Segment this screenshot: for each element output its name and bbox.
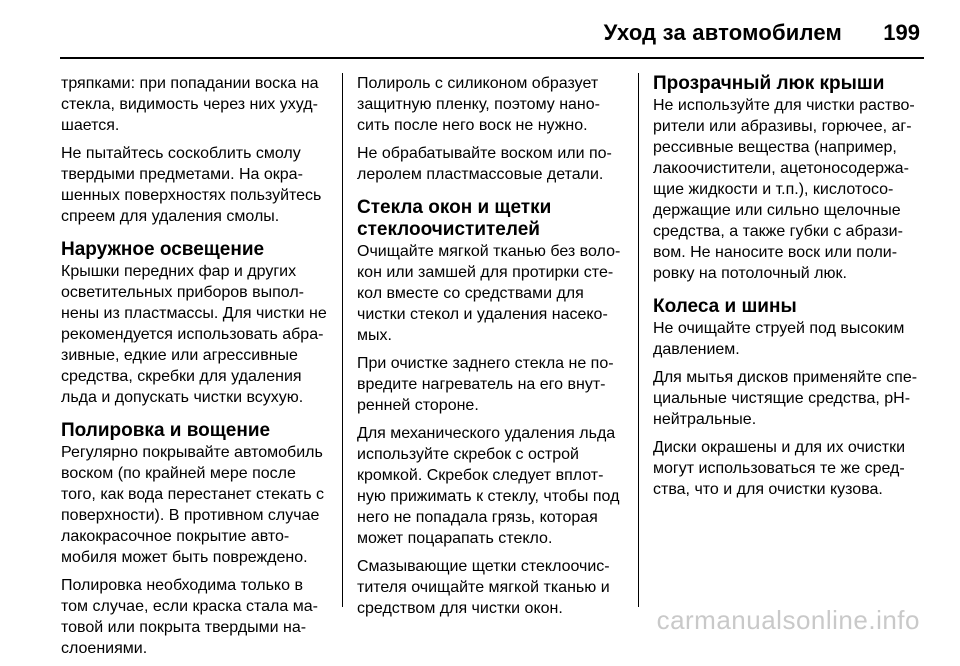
column-divider	[638, 73, 639, 607]
paragraph: тряпками: при попадании воска на стекла, видимость через них ухудшается.	[61, 75, 319, 134]
header-divider	[60, 57, 924, 59]
paragraph: Крышки передних фар и других осветительных приборов выполнены из пластмассы. Для чистки не рекомендуется использовать абразивные, едкие или агрессивные средства, скребки для удаления льда и допускать чистки всухую.	[61, 263, 327, 406]
paragraph: Смазывающие щетки стеклоочистителя очищайте мягкой тканью и средством для чистки окон.	[357, 558, 610, 617]
paragraph: Очищайте мягкой тканью без волокон или замшей для протирки стекол вместе со средствами для чистки стекол и удаления насекомых.	[357, 243, 621, 344]
paragraph: Не используйте для чистки растворители или абразивы, горючее, агрессивные вещества (например, лакоочистители, ацетоносодержащие жидкости и т.п.), кислотосодержащие или сильно щелочные средства, а также губки с абразивом. Не наносите воск или полировку на потолочный люк.	[653, 97, 915, 282]
paragraph: Полироль с силиконом образует защитную пленку, поэтому наносить после него воск не нужно.	[357, 75, 600, 134]
paragraph: При очистке заднего стекла не повредите нагреватель на его внутренней стороне.	[357, 355, 614, 414]
paragraph: Регулярно покрывайте автомобиль воском (по крайней мере после того, как вода перестанет стекать с поверхности). В противном случае лакокрасочное покрытие автомобиля может быть повреждено.	[61, 444, 324, 566]
paragraph: Для мытья дисков применяйте специальные чистящие средства, pH-нейтральные.	[653, 369, 918, 428]
section-heading: Колеса и шины	[653, 296, 797, 317]
paragraph: Для механического удаления льда используйте скребок с острой кромкой. Скребок следует вплотную прижимать к стеклу, чтобы под него не попадала грязь, которая может поцарапать стекло.	[357, 425, 620, 547]
paragraph: Полировка необходима только в том случае, если краска стала матовой или покрыта твердыми наслоениями.	[61, 577, 318, 657]
section-heading: Прозрачный люк крыши	[653, 73, 885, 94]
paragraph: Не обрабатывайте воском или полеролем пластмассовые детали.	[357, 145, 612, 183]
page-title: Уход за автомобилем	[603, 20, 842, 45]
text-column-3	[653, 73, 925, 507]
text-column-2	[357, 73, 625, 626]
section-heading: Стекла окон и щетки стеклоочистителей	[357, 197, 552, 240]
page-number: 199	[883, 20, 920, 45]
paragraph: Диски окрашены и для их очистки могут использоваться те же средства, что и для очистки кузова.	[653, 439, 905, 498]
watermark: carmanualsonline.info	[656, 605, 920, 635]
column-divider	[342, 73, 343, 607]
paragraph: Не очищайте струей под высоким давлением.	[653, 320, 905, 358]
paragraph: Не пытайтесь соскоблить смолу твердыми предметами. На окрашенных поверхностях пользуйтесь спреем для удаления смолы.	[61, 145, 322, 225]
page-header	[0, 0, 960, 58]
section-heading: Полировка и вощение	[61, 420, 271, 441]
text-column-1	[61, 73, 329, 666]
section-heading: Наружное освещение	[61, 239, 265, 260]
